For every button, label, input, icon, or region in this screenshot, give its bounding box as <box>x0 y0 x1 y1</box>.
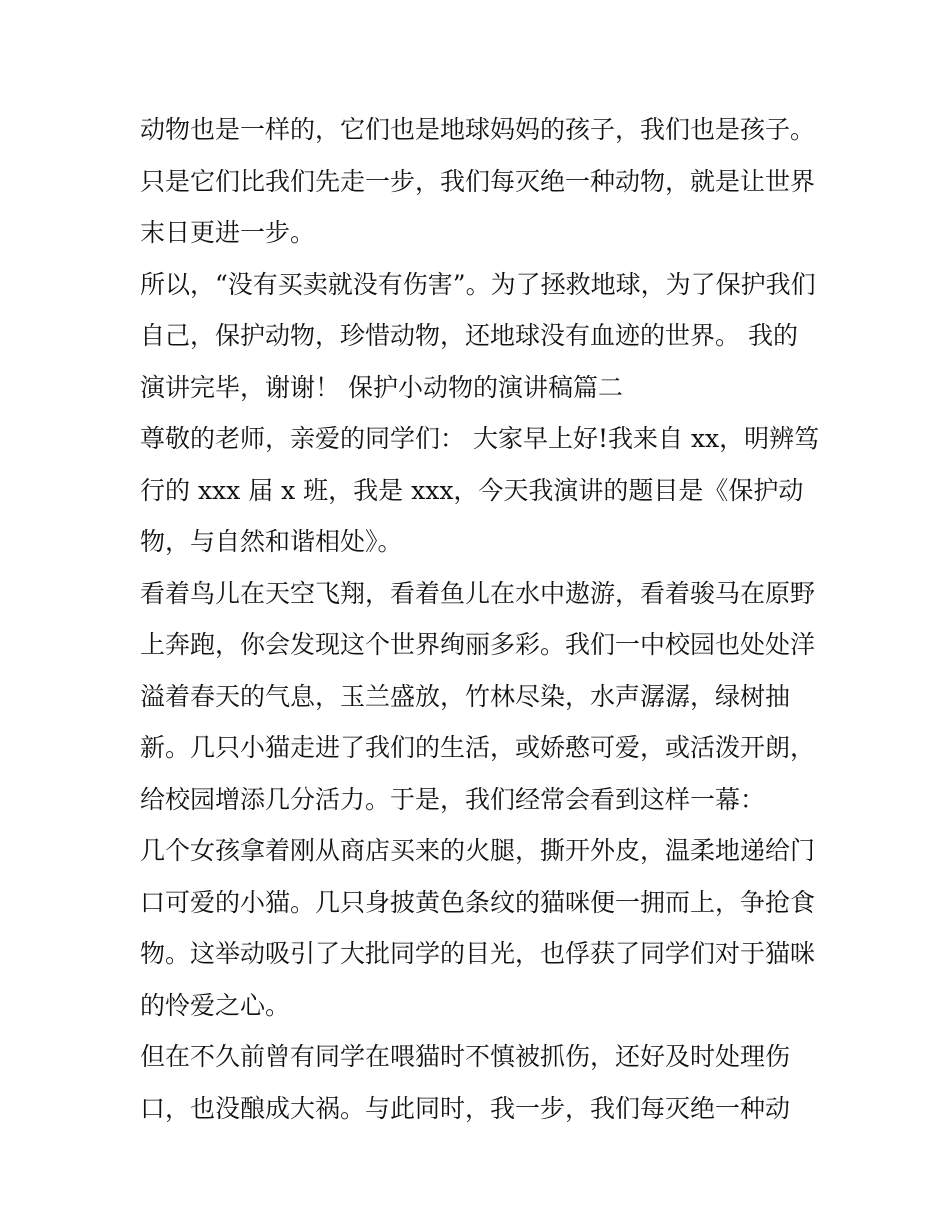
text-line: 的怜爱之心。 <box>140 990 291 1020</box>
text-line: 口，也没酿成大祸。与此同时，我一步，我们每灭绝一种动 <box>140 1093 791 1123</box>
text-line: 末日更进一步。 <box>140 218 316 247</box>
text-line: 物，与自然和谐相处》。 <box>140 527 403 556</box>
text-line: 演讲完毕，谢谢！ 保护小动物的演讲稿篇二 <box>140 372 623 402</box>
text-line: 上奔跑，你会发现这个世界绚丽多彩。我们一中校园也处处洋 <box>140 630 816 659</box>
text-line: 自己，保护动物，珍惜动物，还地球没有血迹的世界。 我的 <box>140 321 798 350</box>
text-line: 物。这举动吸引了大批同学的目光，也俘获了同学们对于猫咪 <box>140 939 816 968</box>
text-line: 所以，“没有买卖就没有伤害”。为了拯救地球，为了保护我们 <box>140 269 816 299</box>
text-line: 新。几只小猫走进了我们的生活，或娇憨可爱，或活泼开朗， <box>140 733 816 762</box>
text-line: 但在不久前曾有同学在喂猫时不慎被抓伤，还好及时处理伤 <box>140 1042 791 1071</box>
text-line: 动物也是一样的，它们也是地球妈妈的孩子，我们也是孩子。 <box>140 115 816 144</box>
text-line: 尊敬的老师，亲爱的同学们： 大家早上好!我来自 xx，明辨笃 <box>140 424 820 453</box>
text-line: 溢着春天的气息，玉兰盛放，竹林尽染，水声潺潺，绿树抽 <box>140 681 791 711</box>
text-line: 看着鸟儿在天空飞翔，看着鱼儿在水中遨游，看着骏马在原野 <box>140 578 816 608</box>
body-text <box>140 104 820 1134</box>
text-line: 给校园增添几分活力。于是，我们经常会看到这样一幕： <box>140 784 766 814</box>
text-line: 几个女孩拿着刚从商店买来的火腿，撕开外皮，温柔地递给门 <box>140 836 816 865</box>
text-line: 口可爱的小猫。几只身披黄色条纹的猫咪便一拥而上，争抢食 <box>140 887 816 917</box>
text-line: 行的 xxx 届 x 班，我是 xxx，今天我演讲的题目是《保护动 <box>140 475 804 505</box>
text-line: 只是它们比我们先走一步，我们每灭绝一种动物，就是让世界 <box>140 166 816 196</box>
